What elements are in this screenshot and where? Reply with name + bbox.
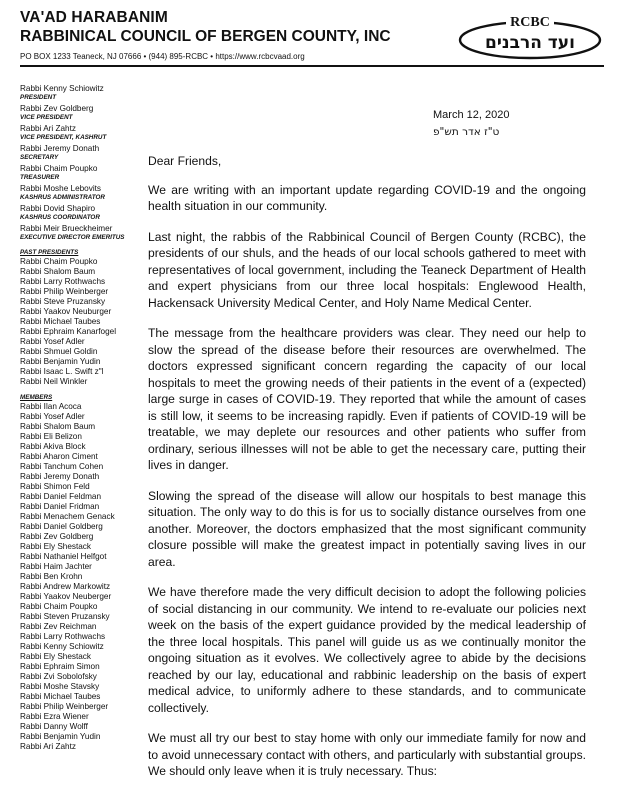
member-name: Rabbi Menachem Genack (20, 512, 115, 521)
member-name: Rabbi Tanchum Cohen (20, 462, 104, 471)
past-president-name: Rabbi Michael Taubes (20, 317, 101, 326)
logo-hebrew: ועד הרבנים (485, 33, 575, 53)
member-name: Rabbi Michael Taubes (20, 692, 101, 701)
letter-paragraph: Last night, the rabbis of the Rabbinical Council of Bergen County (RCBC), the presidents of our shuls, and the heads of our local schools gathered to meet with representatives of local government, including the Teaneck Department of Health and expert physicians from our three local hospitals: Englewood Health, Hackensack University Medical Center, and Holy Name Medical Center. (148, 229, 586, 310)
officers-list (20, 84, 150, 242)
past-president-name: Rabbi Yaakov Neuburger (20, 307, 112, 316)
letterhead-divider (20, 65, 604, 67)
past-presidents-heading: PAST PRESIDENTS (20, 249, 79, 256)
member-name: Rabbi Yosef Adler (20, 412, 85, 421)
member-name: Rabbi Zev Reichman (20, 622, 97, 631)
past-president-name: Rabbi Shalom Baum (20, 267, 96, 276)
greeting: Dear Friends, (148, 154, 222, 168)
member-name: Rabbi Eli Belizon (20, 432, 82, 441)
officer-name: Rabbi Kenny Schiowitz (20, 84, 104, 93)
member-name: Rabbi Shimon Feld (20, 482, 90, 491)
member-name: Rabbi Zev Goldberg (20, 532, 94, 541)
officer-role: EXECUTIVE DIRECTOR EMERITUS (20, 234, 125, 241)
letter-date: March 12, 2020 (433, 109, 510, 121)
member-name: Rabbi Benjamin Yudin (20, 732, 101, 741)
member-name: Rabbi Kenny Schiowitz (20, 642, 104, 651)
member-name: Rabbi Yaakov Neuberger (20, 592, 112, 601)
member-name: Rabbi Moshe Stavsky (20, 682, 100, 691)
officer-role: TREASURER (20, 174, 60, 181)
address-line: PO BOX 1233 Teaneck, NJ 07666 • (944) 895-RCBC • https://www.rcbcvaad.org (20, 52, 305, 61)
past-president-name: Rabbi Neil Winkler (20, 377, 88, 386)
member-name: Rabbi Ephraim Simon (20, 662, 100, 671)
past-president-name: Rabbi Chaim Poupko (20, 257, 98, 266)
past-president-name: Rabbi Yosef Adler (20, 337, 85, 346)
letter-paragraph: We are writing with an important update regarding COVID-19 and the ongoing health situation in our community. (148, 182, 586, 213)
hebrew-date: ט"ז אדר תש"פ (433, 126, 500, 138)
officer-name: Rabbi Moshe Lebovits (20, 184, 102, 193)
past-presidents-list (20, 257, 150, 387)
letter-paragraph: We must all try our best to stay home with only our immediate family for now and to avoid unnecessary contact with others, and particularly with substantial groups. We should only leave when it is truly necessary. Thus: (148, 731, 586, 778)
paragraphs (148, 182, 586, 780)
past-president-name: Rabbi Larry Rothwachs (20, 277, 106, 286)
org-name-full: RABBINICAL COUNCIL OF BERGEN COUNTY, INC (20, 28, 391, 45)
member-name: Rabbi Daniel Goldberg (20, 522, 103, 531)
logo-acronym: RCBC (510, 15, 550, 30)
past-president-name: Rabbi Ephraim Kanarfogel (20, 327, 117, 336)
member-name: Rabbi Zvi Sobolofsky (20, 672, 97, 681)
member-name: Rabbi Danny Wolff (20, 722, 88, 731)
member-name: Rabbi Jeremy Donath (20, 472, 100, 481)
org-name-english: VA'AD HARABANIM (20, 9, 168, 26)
officer-role: VICE PRESIDENT, KASHRUT (20, 134, 107, 141)
past-president-name: Rabbi Steve Pruzansky (20, 297, 106, 306)
member-name: Rabbi Steven Pruzansky (20, 612, 110, 621)
member-name: Rabbi Ely Shestack (20, 652, 91, 661)
member-name: Rabbi Daniel Feldman (20, 492, 102, 501)
officer-role: SECRETARY (20, 154, 59, 161)
letter-body (148, 153, 586, 794)
officer-role: KASHRUS COORDINATOR (20, 214, 100, 221)
member-name: Rabbi Ilan Acoca (20, 402, 82, 411)
member-name: Rabbi Larry Rothwachs (20, 632, 106, 641)
letter-paragraph: The message from the healthcare providers was clear. They need our help to slow the spread of the disease before their resources are overwhelmed. The doctors expressed significant concern regarding the capacity of our local hospitals to meet the growing needs of their patients in the event of a (expected) large surge in cases of COVID-19. They reported that while the amount of cases is still low, it seems to be increasing rapidly. Even if patients of COVID-19 will be treatable, we may deplete our resources and other patients who suffer from ordinary, serious illnesses will not be able to get the necessary care, putting their lives in danger. (148, 326, 586, 472)
past-president-name: Rabbi Isaac L. Swift z"l (20, 367, 104, 376)
past-president-name: Rabbi Benjamin Yudin (20, 357, 101, 366)
member-name: Rabbi Andrew Markowitz (20, 582, 111, 591)
officer-name: Rabbi Ari Zahtz (20, 124, 76, 133)
officer-name: Rabbi Jeremy Donath (20, 144, 100, 153)
member-name: Rabbi Philip Weinberger (20, 702, 109, 711)
officer-name: Rabbi Chaim Poupko (20, 164, 98, 173)
letter-paragraph: Slowing the spread of the disease will allow our hospitals to best manage this situation. The only way to do this is for us to socially distance ourselves from one another. Moreover, the doctors emphasized that the most significant community closure possible will make the greatest impact in potentially saving lives in our area. (148, 488, 586, 569)
member-name: Rabbi Daniel Fridman (20, 502, 100, 511)
member-name: Rabbi Ezra Wiener (20, 712, 89, 721)
officer-role: KASHRUS ADMINISTRATOR (20, 194, 105, 201)
member-name: Rabbi Shalom Baum (20, 422, 96, 431)
member-name: Rabbi Haim Jachter (20, 562, 92, 571)
past-president-name: Rabbi Shmuel Goldin (20, 347, 98, 356)
letter-paragraph: We have therefore made the very difficult decision to adopt the following policies of social distancing in our community. We intend to re-evaluate our policies next week on the basis of the expert guidance provided by the medical leadership of the three local hospitals. This panel will guide us as we continually monitor the ongoing situation as it evolves. We collectively agree to abide by the decisions reached by our lay, educational and rabbinic leadership on the basis of expert medical advice, to uniformly adhere to these standards, and to communicate collectively. (148, 585, 586, 715)
officer-name: Rabbi Meir Brueckheimer (20, 224, 113, 233)
officer-role: PRESIDENT (20, 94, 57, 101)
members-list (20, 402, 150, 752)
member-name: Rabbi Ari Zahtz (20, 742, 76, 751)
members-heading: MEMBERS (20, 394, 53, 401)
officer-name: Rabbi Zev Goldberg (20, 104, 94, 113)
officer-name: Rabbi Dovid Shapiro (20, 204, 96, 213)
rcbc-logo (458, 14, 602, 60)
past-president-name: Rabbi Philip Weinberger (20, 287, 109, 296)
member-name: Rabbi Ben Krohn (20, 572, 83, 581)
member-name: Rabbi Chaim Poupko (20, 602, 98, 611)
member-name: Rabbi Ely Shestack (20, 542, 91, 551)
member-name: Rabbi Aharon Ciment (20, 452, 98, 461)
rabbis-sidebar (20, 84, 150, 752)
member-name: Rabbi Nathaniel Helfgot (20, 552, 107, 561)
member-name: Rabbi Akiva Block (20, 442, 86, 451)
officer-role: VICE PRESIDENT (20, 114, 73, 121)
